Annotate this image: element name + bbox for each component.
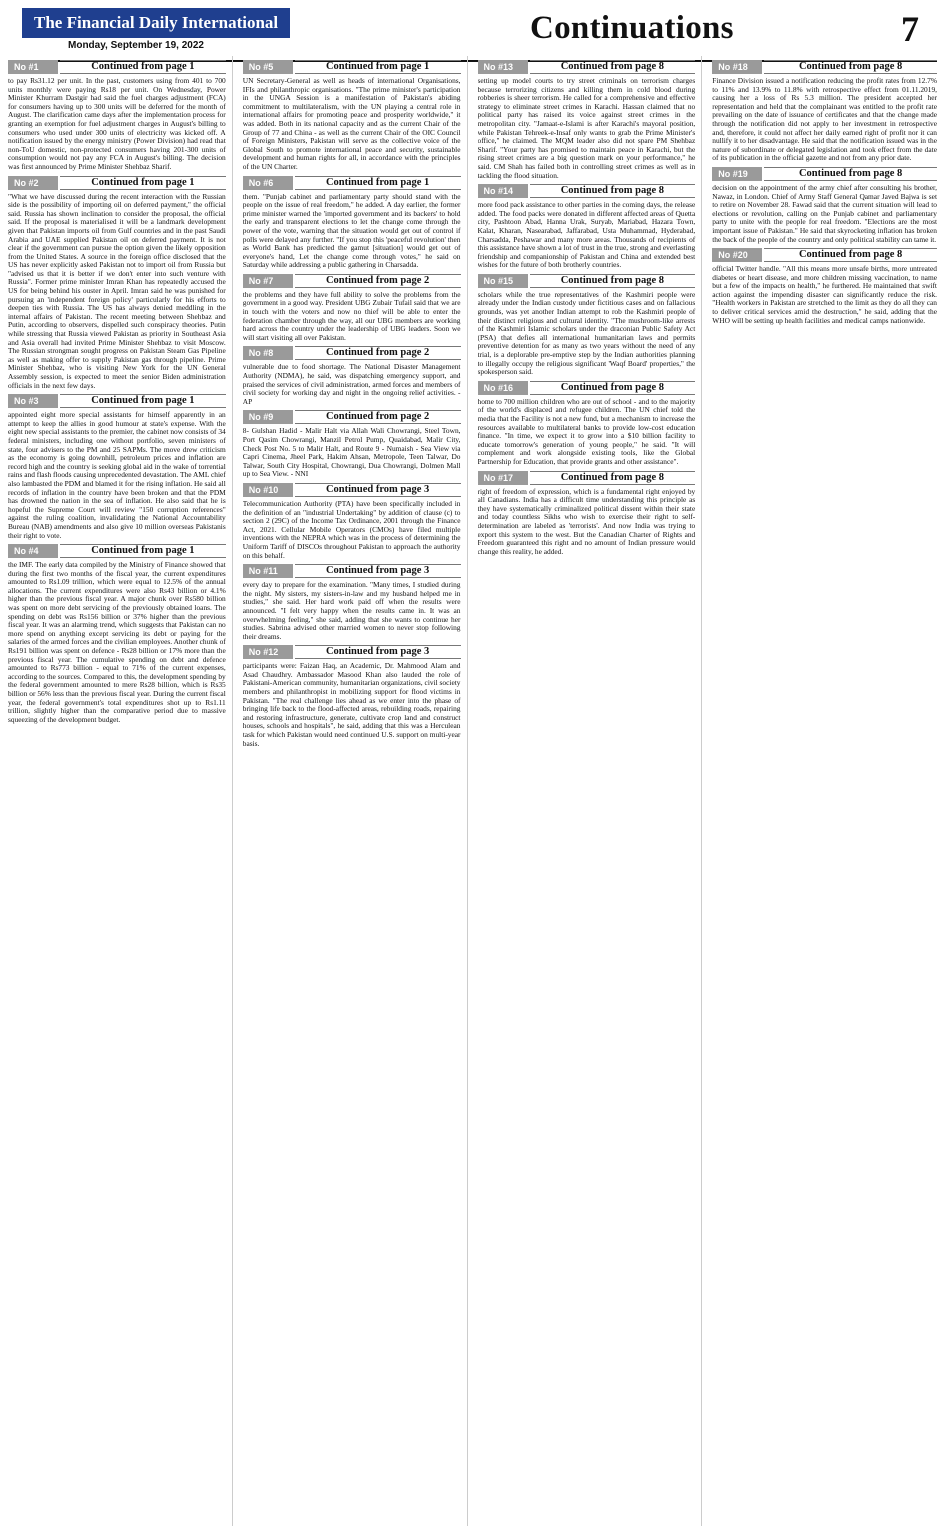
article-19 (712, 167, 937, 244)
continued-heading: Continued from page 3 (295, 564, 461, 578)
article-9 (243, 410, 461, 479)
column-2 (243, 56, 468, 1526)
article-body: appointed eight more special assistants for himself apparently in an attempt to keep the allies in good humour at state's expense. With the eight new special assistants to the premier, the cabinet now consists of 34 federal ministers, including one without portfolio, seven ministers of state, four advisers to the PM and 25 SAPMs. The move drew criticism as the economy is going downhill, petroleum prices and inflation are record high and the country is seeking global aid in the wake of torrential rains and flash floods causing unprecedented devastation. The AML chief also lambasted the PDM and blamed it for the rising inflation. He said all records of inflation in the country have been broken and that the PDM has drowned the nation in the sea of inflation. He also said that he is hopeful the Supreme Court will review "150 corruption references" against the ruling coalition, invalidating the National Accountability Bureau (NAB) amendments and also give 10 million overseas Pakistanis their right to vote. (8, 410, 226, 540)
article-number: No #5 (243, 60, 293, 74)
article-number: No #18 (712, 60, 762, 74)
article-number: No #16 (478, 381, 528, 395)
continued-heading: Continued from page 8 (764, 167, 937, 181)
article-10 (243, 483, 461, 560)
continued-heading: Continued from page 8 (530, 274, 696, 288)
article-18 (712, 60, 937, 163)
continued-heading: Continued from page 1 (295, 60, 461, 74)
article-number: No #2 (8, 176, 58, 190)
article-body: participants were: Faizan Haq, an Academic, Dr. Mahmood Alam and Asad Chaudhry. Ambassador Masood Khan also lauded the role of Pakistani-American community, humanitarian organizations, civil society members and philanthropist in mobilizing support for flood victims in Pakistan. "The real challenge lies ahead as we enter into the phase of bringing life back to the flood-affected areas, rebuilding roads, repairing and restoring infrastructure, generate, cultivate crop land and construct houses, schools and hospitals", he said, adding that this was a Herculean task for which Pakistan would need continued U.S. support on multi-year basis. (242, 661, 461, 748)
article-number: No #1 (8, 60, 58, 74)
article-13 (478, 60, 696, 180)
continued-heading: Continued from page 1 (60, 394, 226, 408)
article-11 (243, 564, 461, 641)
article-body: the IMF. The early data compiled by the Ministry of Finance showed that during the first two months of the fiscal year, the current expenditures amounted to Rs1.09 trillion, which were equal to 12.5% of the annual allocations. The current expenditures were also Rs43 billion or 4.1% higher than the previous fiscal year. A major chunk over Rs580 billion was spent on more debt servicing of the previously obtained loans. The spending on debt was Rs156 billion or 37% higher than the previous fiscal year. It was an alarming trend, which suggests that Pakistan can no more spend on anything except servicing its debt or paying for the salaries of the armed forces and the civilian employees. Another chunk of Rs191 billion was spent on defence - Rs28 billion or 17% more than the previous fiscal year. The cumulative spending on debt and defence amounted to Rs773 billion - equal to 71% of the current expenses, according to the sources. Compared to this, the development spending by the federal government amounted to mere Rs28 billion, which is Rs35 billion or 56% less than the previous fiscal year. During the current fiscal year, the federal government's total expenditures shot up to Rs1.11 trillion, slightly higher than the comparative period due to massive squeezing of the development budget. (8, 560, 226, 724)
column-1 (8, 56, 233, 1526)
continued-heading: Continued from page 3 (295, 483, 461, 497)
article-16 (478, 381, 696, 467)
column-3 (478, 56, 703, 1526)
article-body: the problems and they have full ability to solve the problems from the government in a good way. President UBG Zubair Tufail said that we are in touch with the voters and now no thief will be able to enter the federation chamber through the way, all our UBG members are working hard across the country under the leadership of UBG leaders. Soon we will start visiting all over Pakistan. (242, 289, 461, 342)
article-body: 8- Gulshan Hadid - Malir Halt via Allah Wali Chowrangi, Steel Town, Port Qasim Chowrangi, Manzil Petrol Pump, Quaidabad, Malir City, Check Post No. 5 to Malir Halt, and Route 9 - Numaish - Sea View via Capri Cinema, Jheel Park, Hakim Ahsan, Metropole, Teen Talwar, Do Talwar, South City Hospital, Chowrangi, Dua Chowrangi, Dolmen Mall up to Sea View. - NNI (242, 426, 461, 479)
paper-name: The Financial Daily International (22, 8, 290, 38)
continued-heading: Continued from page 8 (530, 471, 696, 485)
continued-heading: Continued from page 8 (530, 184, 696, 198)
continued-heading: Continued from page 1 (295, 176, 461, 190)
article-number: No #3 (8, 394, 58, 408)
article-number: No #15 (478, 274, 528, 288)
article-body: UN Secretary-General as well as heads of international Organisations, IFIs and philanthropic organisations. "The prime minister's participation in the UNGA Session is a manifestation of Pakistan's abiding commitment to multilateralism, with the UN playing a central role in international affairs for promoting peace and prosperity worldwide," it was added. Both in its national capacity and as the current Chair of the Group of 77 and China - as well as the current Chair of the OIC Council of Foreign Ministers, Pakistan will serve as the collective voice of the Global South to promote international peace and security, sustainable development and human rights for all, in accordance with the principles of the UN Charter. (242, 76, 461, 171)
article-body: "What we have discussed during the recent interaction with the Russian side is the possibility of importing oil on deferred payment," the official said. Russia has shown inclination to consider the proposal, the official said. If the proposal is materialised it will be a landmark development given that Pakistan imports oil from Gulf countries and in the past Saudi Arabia and UAE supplied Pakistan oil on deferred payment. It is not clear if the government can pursue the option given the likely opposition from the United States. A source in the foreign office disclosed that the US has never explicitly asked Pakistan not to import oil from Russia but "advised us that it is better if we don't enter into such venture with Russia". Former prime minister Imran Khan has repeatedly accused the US for being behind his ouster in April. Imran said he was punished for pursuing an 'independent foreign policy' particularly for his efforts to deepen ties with Russia. The US has always denied meddling in the internal affairs of Pakistan. The recent meeting between Shehbaz and Putin, according to observers, dispelled such conspiracy theories. Putin while stressing that Russia viewed Pakistan as priority in Southeast Asia and Asia overall had invited Prime Minister Shehbaz to visit Moscow. The Russian strongman sought progress on Pakistan Steam Gas Pipeline as well as making offer to supply Pakistan gas through pipeline. Prime Minister Shehbaz, who is visiting New York for the UN General Assembly session, is expected to meet the senior Biden administration officials in the next few days. (8, 191, 226, 390)
article-number: No #9 (243, 410, 293, 424)
continued-heading: Continued from page 8 (764, 248, 937, 262)
article-7 (243, 274, 461, 343)
continued-heading: Continued from page 2 (295, 346, 461, 360)
article-20 (712, 248, 937, 325)
issue-date: Monday, September 19, 2022 (68, 40, 204, 51)
article-body: them. "Punjab cabinet and parliamentary party should stand with the people on the issue of real freedom," he added. A day earlier, the former prime minister warned the 'imported government and its backers' to hold the early and transparent elections to let the change come through the power of the vote, warning that the situation would get out of control if polls were delayed any further. "If you stop this 'peaceful revolution' then as World Bank has predicted the gamut [situation] would get out of everyone's hand, Let the change come through votes," he said on Saturday while addressing a public gathering in Charsadda. (242, 191, 461, 270)
article-number: No #14 (478, 184, 528, 198)
article-number: No #17 (478, 471, 528, 485)
article-6 (243, 176, 461, 270)
article-5 (243, 60, 461, 172)
article-15 (478, 274, 696, 377)
article-columns (8, 56, 937, 1526)
article-number: No #20 (712, 248, 762, 262)
continued-heading: Continued from page 8 (530, 381, 696, 395)
article-body: official Twitter handle. "All this means more unsafe births, more untreated diabetes or heart disease, and more children missing vaccination, to name but a few of the impacts on health," he furthered. He maintained that swift action against the impending disaster can significantly reduce the risk. "Health workers in Pakistan are stretched to the limit as they do all they can to deliver critical services amid the destruction," he said, adding that the WHO will be setting up health facilities and medical camps nationwide. (712, 264, 937, 325)
continued-heading: Continued from page 8 (530, 60, 696, 74)
continued-heading: Continued from page 1 (60, 176, 226, 190)
article-number: No #6 (243, 176, 293, 190)
article-body: vulnerable due to food shortage. The National Disaster Management Authority (NDMA), he said, was dispatching emergency support, and praised the services of civil administration, armed forces and members of civil society for working day and night in the ongoing relief activities. - AP (242, 362, 461, 406)
continued-heading: Continued from page 1 (60, 544, 226, 558)
article-number: No #10 (243, 483, 293, 497)
page-number: 7 (901, 9, 919, 49)
article-3 (8, 394, 226, 540)
article-body: decision on the appointment of the army chief after consulting his brother, Nawaz, in London. Chief of Army Staff General Qamar Javed Bajwa is set to retire on November 28. Fawad said that the current situation will lead to elections or revolution, calling on the Punjab cabinet and parliamentary party to unite with the people for real freedom. "Elections are the most important issue of Pakistan." He said that skyrocketing inflation has broken the back of the people of the country and only political stability can tame it. (712, 182, 937, 244)
article-12 (243, 645, 461, 748)
continued-heading: Continued from page 1 (60, 60, 226, 74)
continued-heading: Continued from page 3 (295, 645, 461, 659)
column-4 (712, 56, 937, 1526)
article-body: to pay Rs31.12 per unit. In the past, customers using from 401 to 700 units monthly were paying Rs18 per unit. On Wednesday, Power Minister Khurram Dastgir had said the fuel charges adjustment (FCA) for consumers having up to 300 units will be deferred for the month of August. The clarification came days after the implementation process for granting an exemption for fuel adjustment charges in August's billing to consumers who used under 300 units of electricity was kicked off. A notification issued by the energy ministry (Power Division) had read that non-ToU domestic, non-protected consumers having 201-300 units of consumption would not pay any FCA in August's billing. The decision was first announced by Prime Minister Shehbaz Sharif. (8, 76, 226, 171)
article-2 (8, 176, 226, 391)
article-body: Finance Division issued a notification reducing the profit rates from 12.7% to 11% and 13.9% to 11.8% with retrospective effect from 01.11.2019, causing her a loss of Rs 5.3 million. The president accepted her representation and held that the complainant was entitled to the profit rate prevailing on the date of issuance of certificates and that the change made through the notification did not apply to her investment in retrospective and, therefore, it could not affect her daily earned right of profit nor it can nullify it to her disadvantage. He said that the notification issued was in the nature of subordinate or delegated legislation and took effect from the date of its publication in the official gazette and not from any prior date. (712, 76, 937, 163)
article-1 (8, 60, 226, 172)
article-body: home to 700 million children who are out of school - and to the majority of the world's displaced and refugee children. The UN chief told the media that the Facility is not a new fund, but a mechanism to increase the resources available to multilateral banks to provide low-cost education finance. "In time, we expect it to grow into a $10 billion facility to educate tomorrow's generation of young people," he said. "It will complement and work alongside existing tools, like the Global Partnership for Education, that provide grants and other assistance". (477, 396, 696, 466)
article-body: more food pack assistance to other parties in the coming days, the release added. The food packs were donated in different affected areas of Quetta city, Pashtoon Abad, Hanna Urak, Suryab, Mariabad, Hazara Town, Kalat, Kharan, Nasearabad, Jaffarabad, Usta Muhammad, Hyderabad, Charsadda, Peshawar and many more areas. Thousands of recipients of this assistance have shown a lot of trust in the true, strong and everlasting friendship and companionship of Pakistan and China and extended best wishes for the future of both brotherly countries. (477, 200, 696, 270)
article-number: No #7 (243, 274, 293, 288)
article-body: right of freedom of expression, which is a fundamental right enjoyed by all Canadians. India has a difficult time understanding this principle as they have systematically criminalized political dissent within their state and today countless Sikhs who wish to exercise their right to self-determination are labeled as 'terrorists'. And now India was trying to export this system to the west. But the Canadian Charter of Rights and Freedom guaranteed this right and no amount of Indian pressure would change this reality, he added. (477, 486, 696, 556)
article-body: every day to prepare for the examination. "Many times, I studied during the night. My sisters, my sisters-in-law and my husband helped me in studies," she said. Her hard work paid off when the results were announced. "I felt very happy when the results came in. It was an overwhelming feeling," she said, adding that she wants to continue her studies. Sabrina advised other married women to never stop following their dreams. (242, 580, 461, 641)
masthead (8, 6, 937, 62)
article-number: No #8 (243, 346, 293, 360)
article-number: No #11 (243, 564, 293, 578)
section-title: Continuations (530, 10, 734, 46)
continued-heading: Continued from page 8 (764, 60, 937, 74)
article-number: No #19 (712, 167, 762, 181)
continued-heading: Continued from page 2 (295, 410, 461, 424)
article-body: scholars while the true representatives of the Kashmiri people were already under the Indian custody under fictitious cases and on fallacious grounds, was yet another Indian attempt to rob the Kashmiri people of their distinct religious and cultural identity. "The mushroom-like arrests of the Kashmiri Islamic scholars under the draconian Public Safety Act (PSA) that defies all international humanitarian laws and permits preventive detention for as many as two years without the need of any trial, is a deplorable pre-emptive step by the Indian authorities planning to illegally occupy the religious significant 'Waqf Board' properties," the spokesperson said. (477, 289, 696, 377)
continued-heading: Continued from page 2 (295, 274, 461, 288)
article-body: Telecommunication Authority (PTA) have been specifically included in the definition of an "industrial Undertaking" by addition of clause (c) to section 2 (29C) of the Income Tax Ordinance, 2001 through the Finance Act, 2021. Cellular Mobile Operators (CMOs) have filed multiple inventions with the NEPRA which was in the process of determining the Uniform Tariff of DISCOs throughout Pakistan to approach the authority on this behalf. (242, 498, 461, 560)
article-4 (8, 544, 226, 724)
article-number: No #4 (8, 544, 58, 558)
article-14 (478, 184, 696, 270)
article-8 (243, 346, 461, 406)
article-number: No #12 (243, 645, 293, 659)
article-17 (478, 471, 696, 557)
article-number: No #13 (478, 60, 528, 74)
article-body: setting up model courts to try street criminals on terrorism charges because terrorizing citizens and killing them in cold blood during robberies is sheer terrorism. He called for a comprehensive and effective strategy to eliminate street crimes in Karachi. Hassan claimed that no political party has raised its voice against street crimes in the metropolitan city. "Jamaat-e-Islami is after Karachi's mayoral position, while Pakistan Tehreek-e-Insaf only wants to grab the Prime Minister's office," he claimed. The MQM leader also did not spare PM Shehbaz Sharif. "Your party has promised to maintain peace in Karachi, but the rising street crimes are a big question mark on your performance," he said. CM Shah has failed both in controlling street crimes as well as in tackling the flood situation. (477, 76, 696, 180)
